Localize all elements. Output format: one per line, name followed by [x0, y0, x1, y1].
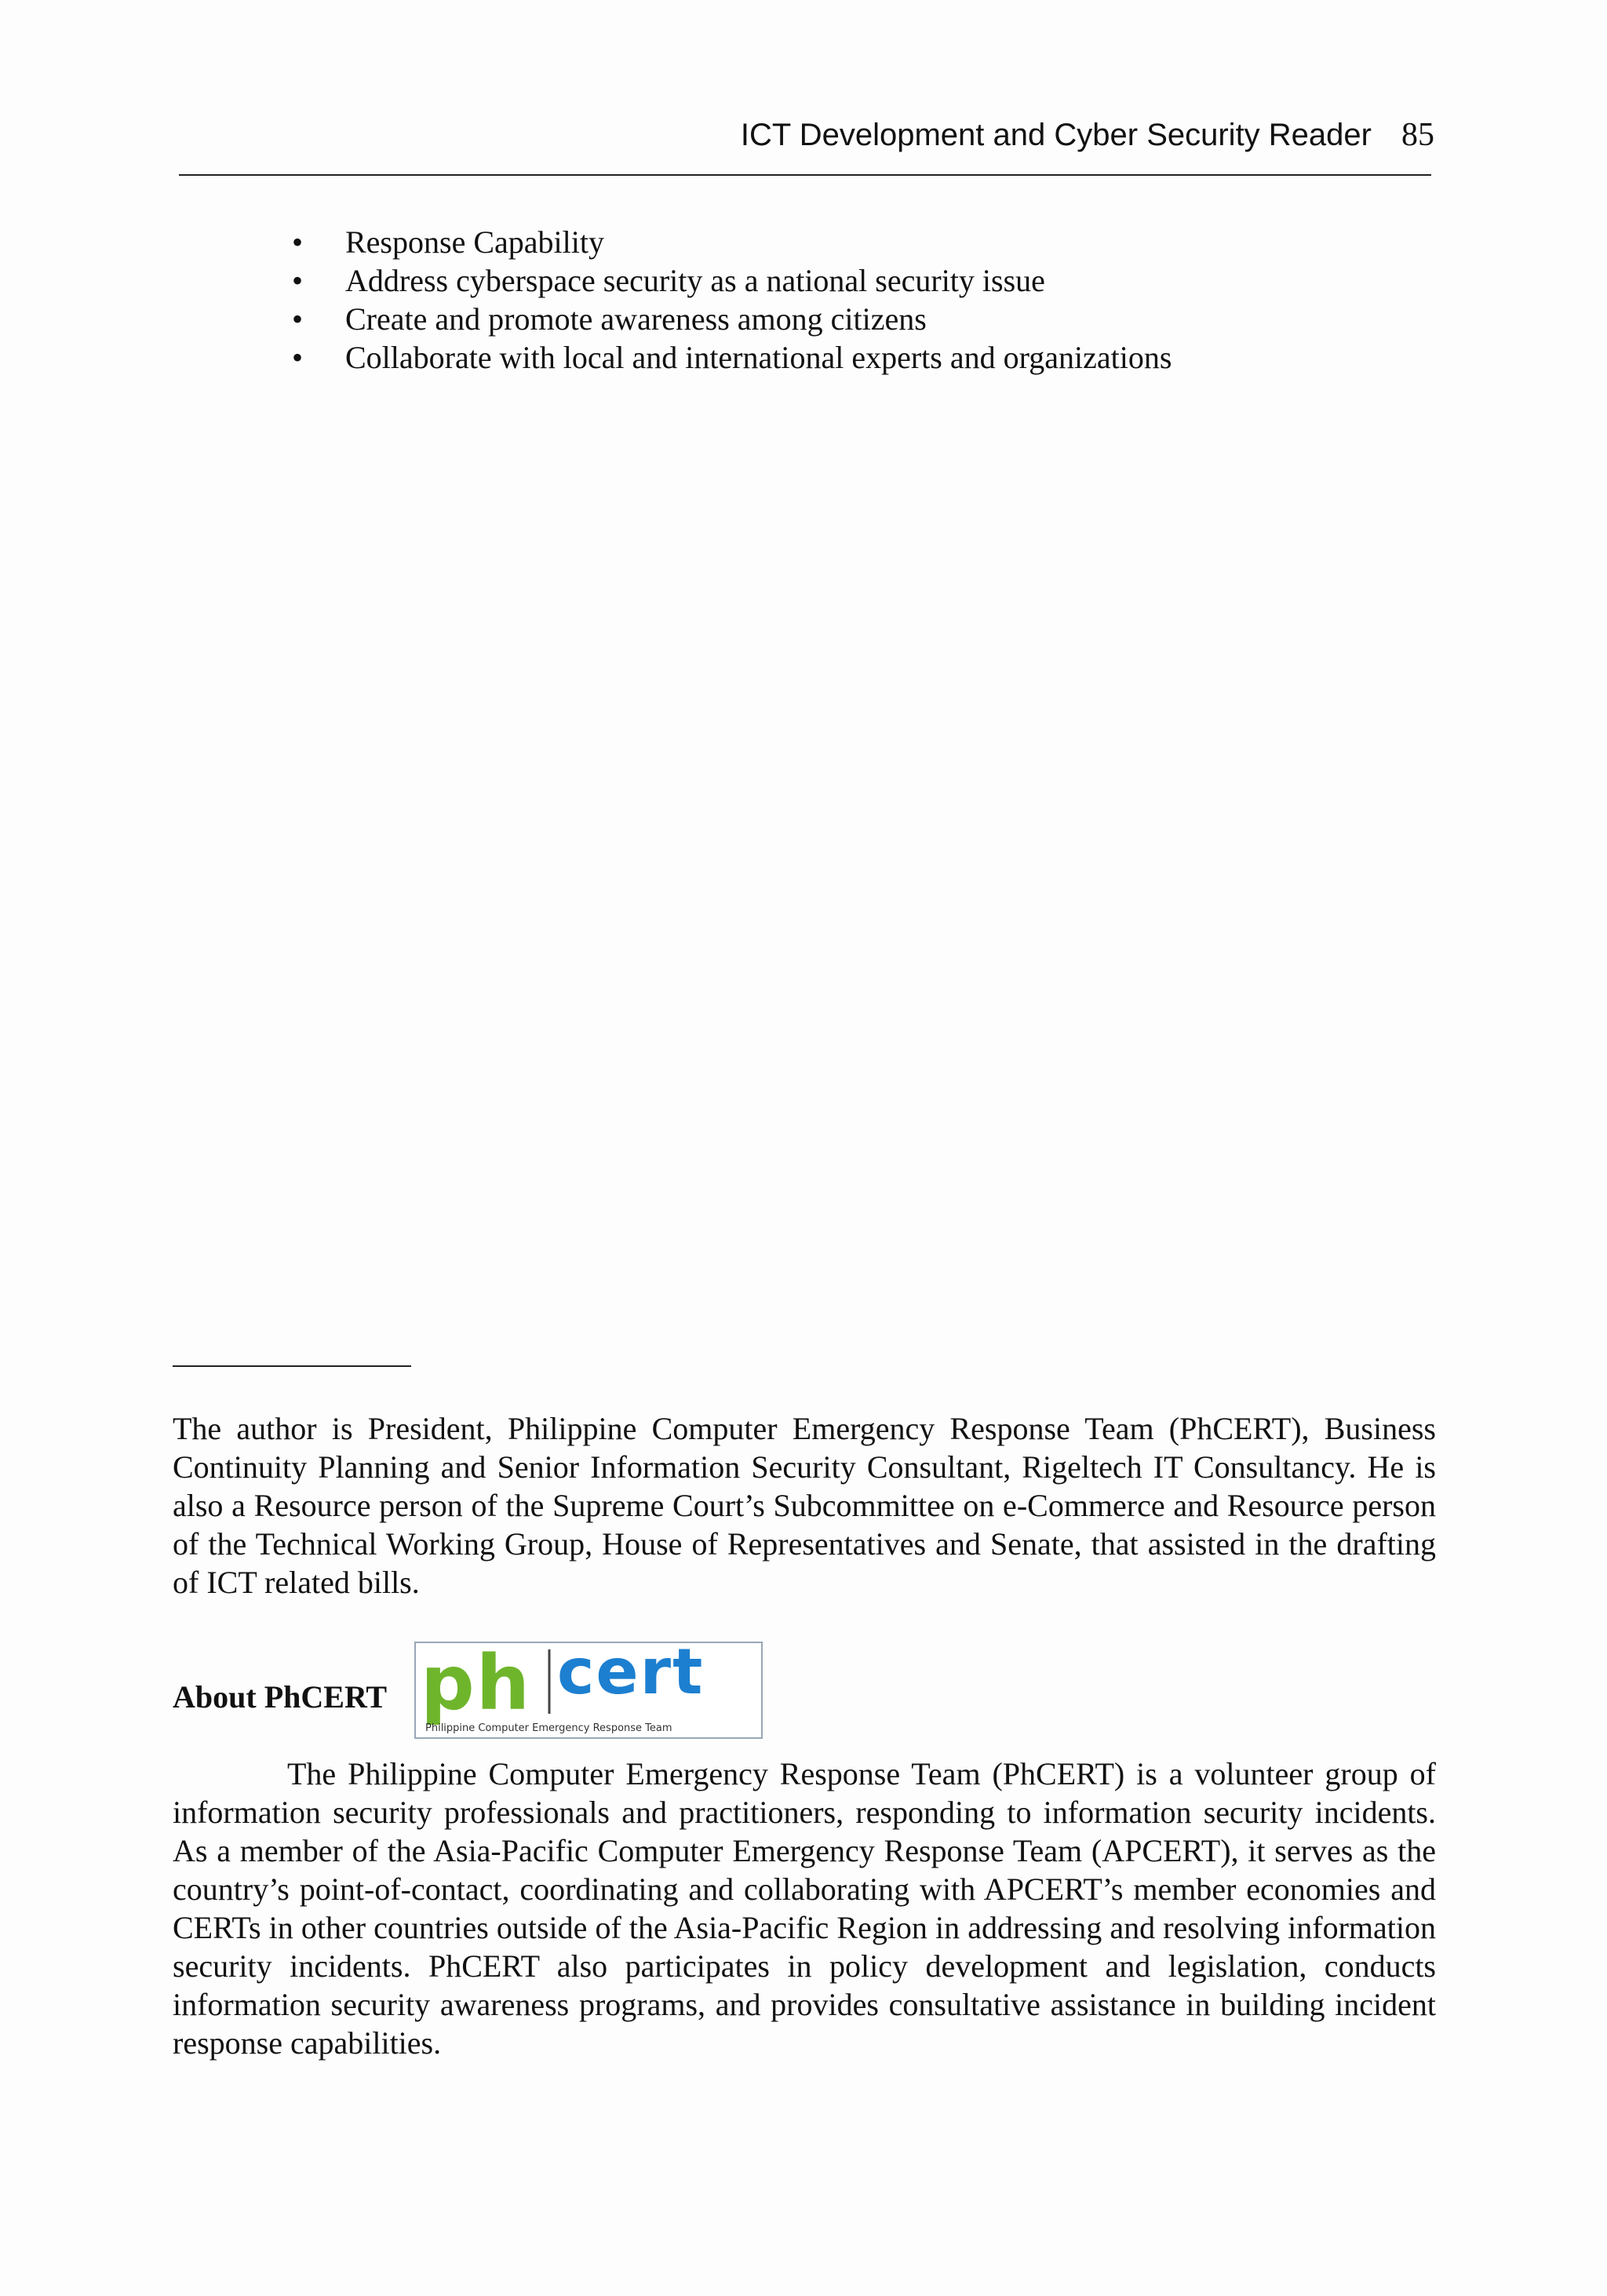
header-title: ICT Development and Cyber Security Reader	[740, 118, 1372, 152]
bullet-item	[292, 300, 1172, 338]
bullet-item	[292, 223, 1172, 261]
bullet-text: Create and promote awareness among citizens	[345, 301, 927, 337]
running-header	[179, 116, 1434, 163]
bullet-text: Address cyberspace security as a national security issue	[345, 263, 1045, 298]
about-heading: About PhCERT	[173, 1679, 388, 1715]
footnote-rule	[173, 1365, 411, 1367]
bullet-item	[292, 261, 1172, 300]
about-body: The Philippine Computer Emergency Response Team (PhCERT) is a volunteer group of information security professionals and practitioners, responding to information security incidents. As a member of the Asia-Pacific Computer Emergency Response Team (APCERT), it serves as the country’s point-of-contact, coordinating and collaborating with APCERT’s member economies and CERTs in other countries outside of the Asia-Pacific Region in addressing and resolving information security incidents. PhCERT also participates in policy development and legislation, conducts information security awareness programs, and provides consultative assistance in building incident response capabilities.	[173, 1756, 1436, 2061]
bullet-icon: •	[292, 263, 304, 298]
bullet-text: Response Capability	[345, 224, 604, 260]
logo-wordmark-ph: ph	[421, 1643, 532, 1727]
logo-wordmark-cert: cert	[557, 1643, 705, 1708]
bullet-icon: •	[292, 340, 304, 375]
phcert-logo-graphic	[416, 1643, 761, 1737]
bullet-text: Collaborate with local and international experts and organizations	[345, 340, 1172, 375]
bullet-item	[292, 338, 1172, 377]
header-rule	[179, 174, 1431, 176]
bullet-list	[292, 223, 1172, 377]
author-footnote: The author is President, Philippine Computer Emergency Response Team (PhCERT), Business Continuity Planning and Senior Information Security Consultant, Rigeltech IT Consultancy. He is also a Resource person of the Supreme Court’s Subcommittee on e-Commerce and Resource person of the Technical Working Group, House of Representatives and Senate, that assisted in the drafting of ICT related bills.	[173, 1411, 1436, 1600]
bullet-icon: •	[292, 301, 304, 337]
bullet-icon: •	[292, 224, 304, 260]
phcert-logo	[414, 1642, 763, 1739]
logo-tagline: Philippine Computer Emergency Response Team	[425, 1722, 672, 1734]
page-number: 85	[1401, 117, 1434, 153]
